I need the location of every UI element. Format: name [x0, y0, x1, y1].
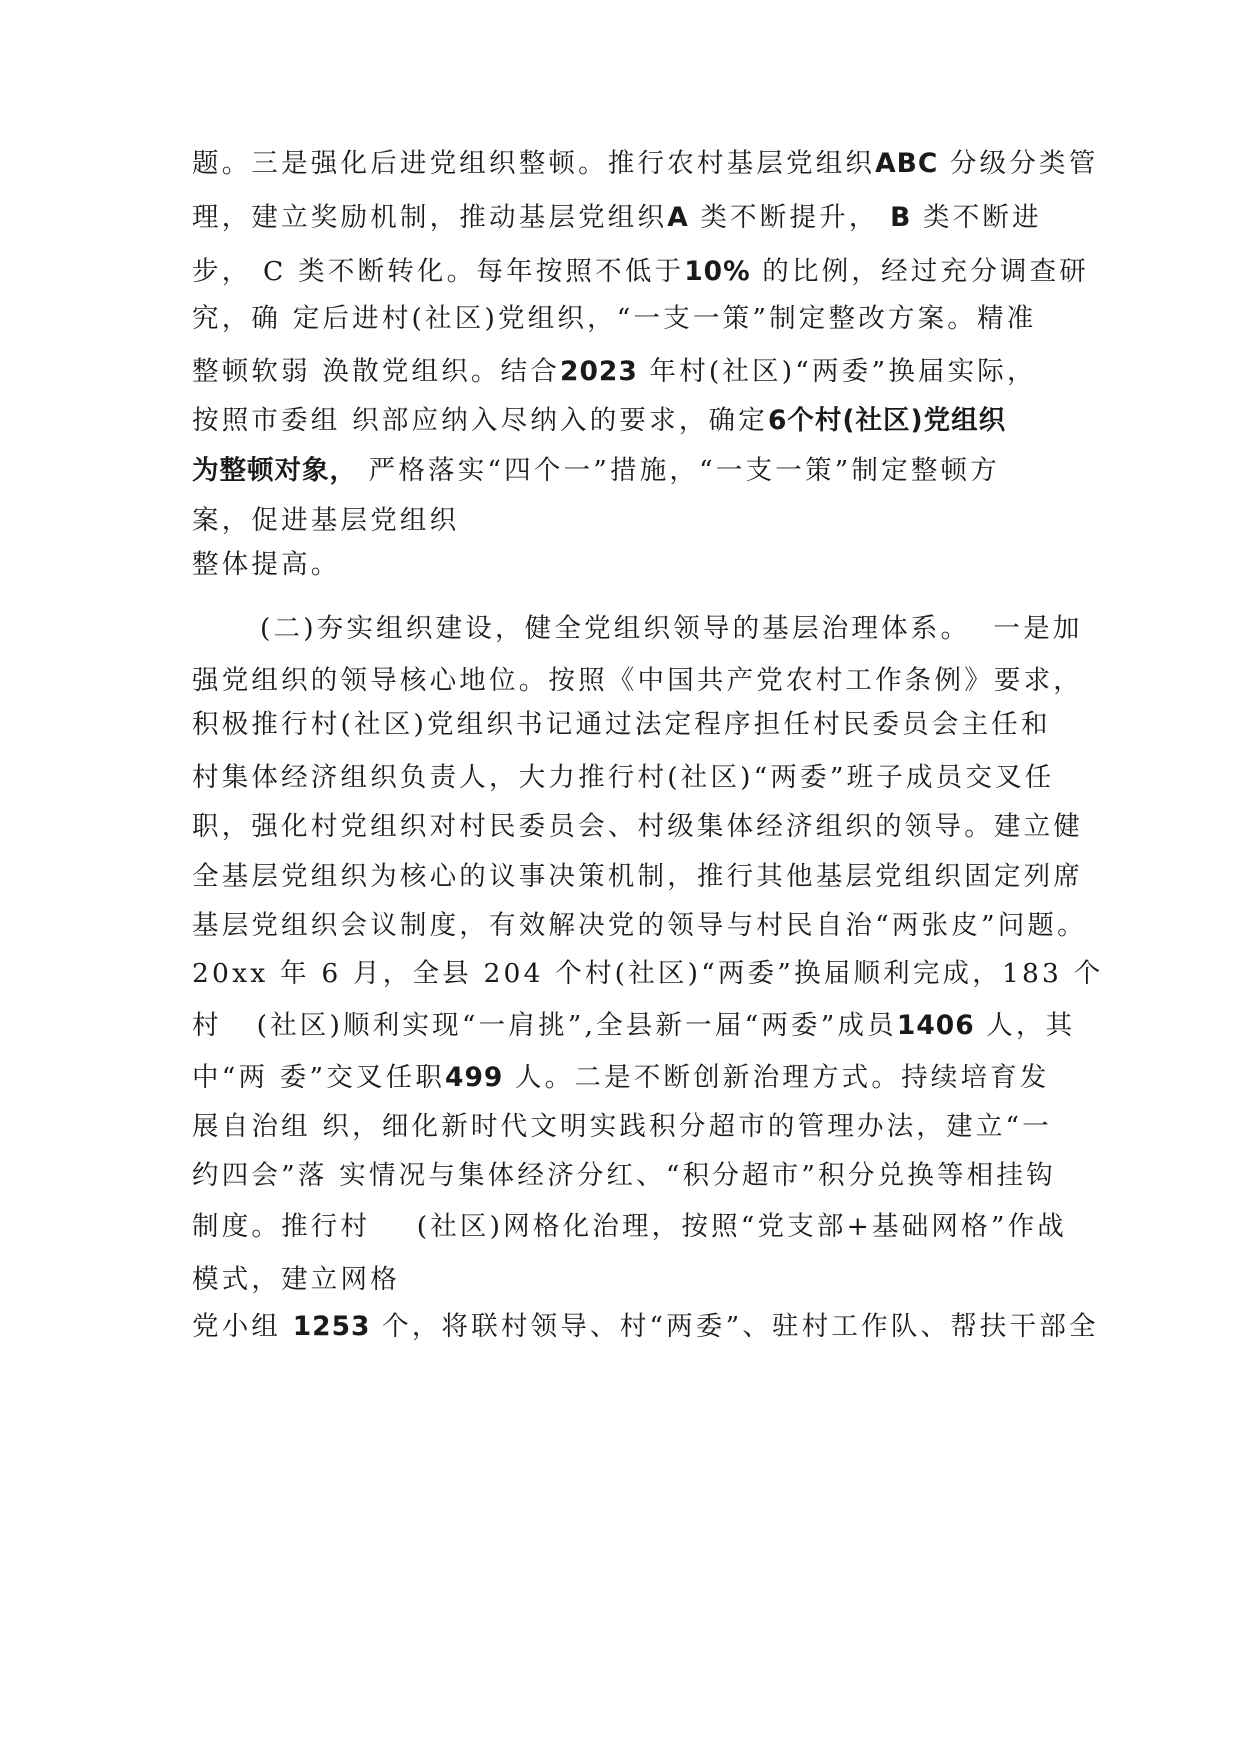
- text-line: [192, 756, 1054, 800]
- text-line: [192, 805, 1083, 849]
- bold-text: 10%: [684, 256, 751, 287]
- text-line: [192, 1154, 1056, 1198]
- text-line: [192, 904, 1087, 948]
- bold-text: 499: [445, 1062, 504, 1093]
- bold-text: B: [890, 202, 912, 233]
- text-segment: 步， C 类不断转化。每年按照不低于: [192, 256, 685, 287]
- bold-text: 为整顿对象，: [192, 455, 357, 486]
- text-line: [192, 1004, 1075, 1048]
- text-segment: 强党组织的领导核心地位。按照《中国共产党农村工作条例》要求，: [192, 665, 1083, 696]
- text-line: [192, 1258, 400, 1302]
- text-segment: 积极推行村(社区)党组织书记通过法定程序担任村民委员会主任和: [192, 709, 1051, 740]
- bold-text: 6个村(社区)党组织: [767, 405, 1007, 436]
- text-segment: 案，促进基层党组织: [192, 505, 460, 536]
- text-segment: 按照市委组 织部应纳入尽纳入的要求，确定: [192, 405, 768, 436]
- text-segment: 题。三是强化后进党组织整顿。推行农村基层党组织: [192, 148, 876, 179]
- text-segment: 模式，建立网格: [192, 1264, 400, 1295]
- bold-text: 1406: [896, 1010, 975, 1041]
- text-line: [192, 196, 1042, 240]
- text-segment: (二)夯实组织建设，健全党组织领导的基层治理体系。 一是加: [260, 613, 1083, 644]
- text-line: [192, 142, 1098, 186]
- text-segment: 展自治组 织，细化新时代文明实践积分超市的管理办法，建立“一: [192, 1111, 1052, 1142]
- bold-text: 2023: [560, 356, 638, 387]
- text-segment: 究，确 定后进村(社区)党组织，“一支一策”制定整改方案。精准: [192, 303, 1037, 334]
- text-segment: 类不断提升，: [688, 202, 891, 233]
- text-line: [192, 297, 1036, 341]
- text-segment: 人，其: [974, 1010, 1076, 1041]
- text-line: [192, 1305, 1099, 1349]
- text-segment: 约四会”落 实情况与集体经济分红、“积分超市”积分兑换等相挂钩: [192, 1160, 1056, 1191]
- text-segment: 党小组: [192, 1311, 293, 1342]
- text-line: [192, 399, 1006, 443]
- text-line: [192, 1056, 1050, 1100]
- text-segment: 类不断进: [911, 202, 1042, 233]
- text-line: [260, 607, 1083, 651]
- bold-text: A: [667, 202, 689, 233]
- bold-text: ABC: [875, 148, 939, 179]
- text-segment: 的比例，经过充分调查研: [750, 256, 1089, 287]
- text-segment: 严格落实“四个一”措施，“一支一策”制定整顿方: [357, 455, 1000, 486]
- text-segment: 20xx 年 6 月，全县 204 个村(社区)“两委”换届顺利完成，183 个: [192, 958, 1104, 989]
- text-segment: 分级分类管: [938, 148, 1099, 179]
- text-line: [192, 855, 1083, 899]
- text-line: [192, 1105, 1052, 1149]
- text-line: [192, 543, 341, 587]
- text-line: [192, 952, 1103, 996]
- text-segment: 村集体经济组织负责人，大力推行村(社区)“两委”班子成员交叉任: [192, 762, 1055, 793]
- text-segment: 年村(社区)“两委”换届实际，: [637, 356, 1037, 387]
- text-segment: 职，强化村党组织对村民委员会、村级集体经济组织的领导。建立健: [192, 811, 1083, 842]
- text-segment: 基层党组织会议制度，有效解决党的领导与村民自治“两张皮”问题。: [192, 910, 1087, 941]
- text-line: [192, 250, 1089, 294]
- text-line: [192, 1205, 1067, 1249]
- text-segment: 村 (社区)顺利实现“一肩挑”,全县新一届“两委”成员: [192, 1010, 897, 1041]
- text-line: [192, 350, 1037, 394]
- text-line: [192, 703, 1051, 747]
- text-segment: 理，建立奖励机制，推动基层党组织: [192, 202, 668, 233]
- text-segment: 整体提高。: [192, 549, 341, 580]
- text-line: [192, 499, 459, 543]
- text-line: [192, 449, 1000, 493]
- bold-text: 1253: [292, 1311, 371, 1342]
- text-segment: 中“两 委”交叉任职: [192, 1062, 446, 1093]
- text-segment: 个，将联村领导、村“两委”、驻村工作队、帮扶干部全: [370, 1311, 1099, 1342]
- text-segment: 人。二是不断创新治理方式。持续培育发: [503, 1062, 1050, 1093]
- text-segment: 整顿软弱 涣散党组织。结合: [192, 356, 561, 387]
- text-segment: 全基层党组织为核心的议事决策机制，推行其他基层党组织固定列席: [192, 861, 1083, 892]
- text-line: [192, 659, 1083, 703]
- text-segment: 制度。推行村 (社区)网格化治理，按照“党支部+基础网格”作战: [192, 1211, 1067, 1242]
